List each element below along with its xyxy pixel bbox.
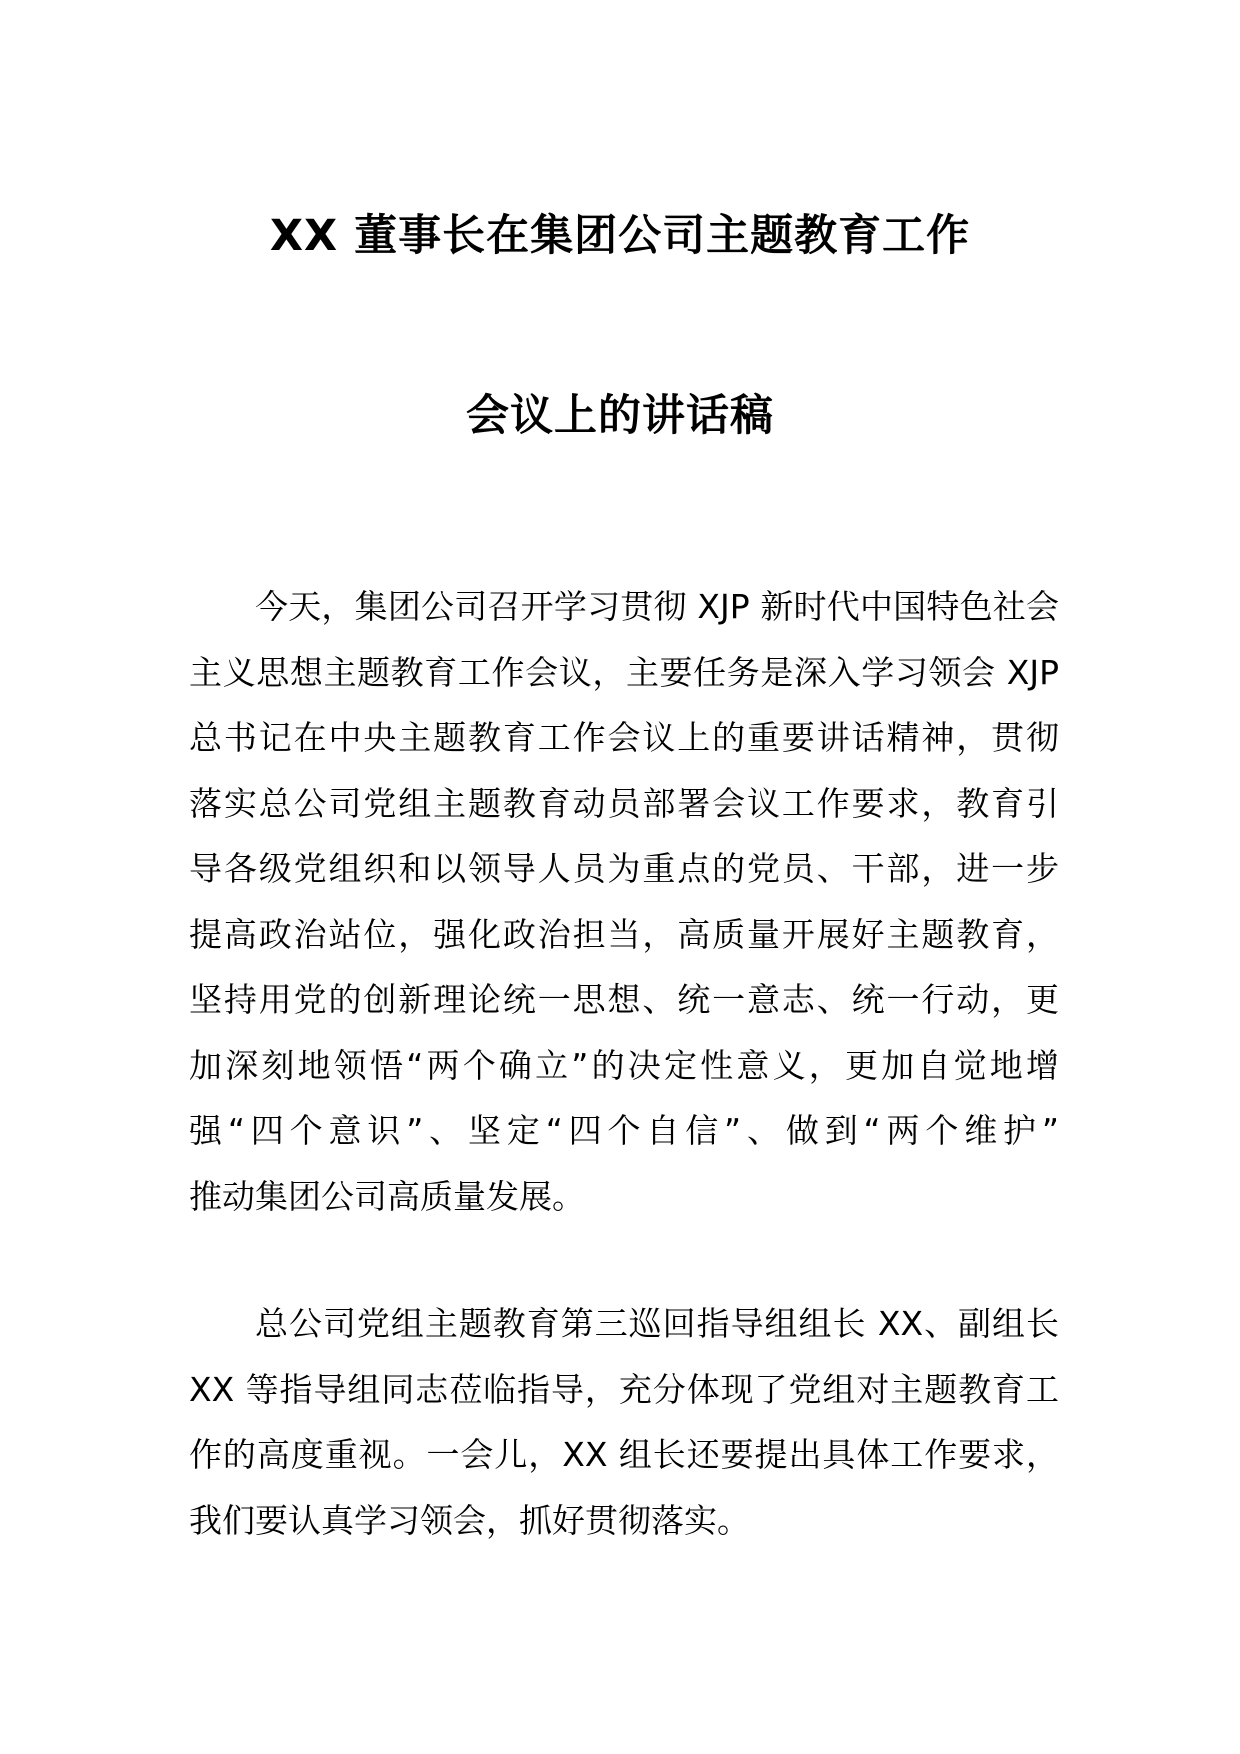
paragraph-line: 作的高度重视。一会儿，XX 组长还要提出具体工作要求， xyxy=(189,1435,1059,1474)
paragraph-line: 落实总公司党组主题教育动员部署会议工作要求，教育引 xyxy=(189,783,1059,823)
body-paragraph-2 xyxy=(189,1291,1059,1553)
paragraph-line: 导各级党组织和以领导人员为重点的党员、干部，进一步 xyxy=(189,849,1059,888)
document-title-line-1: XX 董事长在集团公司主题教育工作 xyxy=(269,211,971,261)
paragraph-line: XX 等指导组同志莅临指导，充分体现了党组对主题教育工 xyxy=(189,1369,1059,1409)
document-title-line-2: 会议上的讲话稿 xyxy=(466,391,774,441)
paragraph-line: 主义思想主题教育工作会议，主要任务是深入学习领会 XJP xyxy=(189,652,1059,692)
paragraph-line: 推动集团公司高质量发展。 xyxy=(189,1176,585,1216)
paragraph-line: 我们要认真学习领会，抓好贯彻落实。 xyxy=(189,1500,750,1540)
paragraph-line: 今天，集团公司召开学习贯彻 XJP 新时代中国特色社会 xyxy=(255,587,1060,626)
paragraph-line: 总书记在中央主题教育工作会议上的重要讲话精神，贯彻 xyxy=(189,718,1059,757)
paragraph-line: 总公司党组主题教育第三巡回指导组组长 XX、副组长 xyxy=(255,1304,1059,1343)
paragraph-line: 加深刻地领悟“两个确立”的决定性意义，更加自觉地增 xyxy=(189,1045,1059,1085)
body-paragraph-1 xyxy=(189,574,1059,1229)
paragraph-line: 坚持用党的创新理论统一思想、统一意志、统一行动，更 xyxy=(189,980,1059,1019)
paragraph-line: 提高政治站位，强化政治担当，高质量开展好主题教育， xyxy=(189,914,1059,954)
paragraph-line: 强“四个意识”、坚定“四个自信”、做到“两个维护” xyxy=(189,1111,1059,1150)
